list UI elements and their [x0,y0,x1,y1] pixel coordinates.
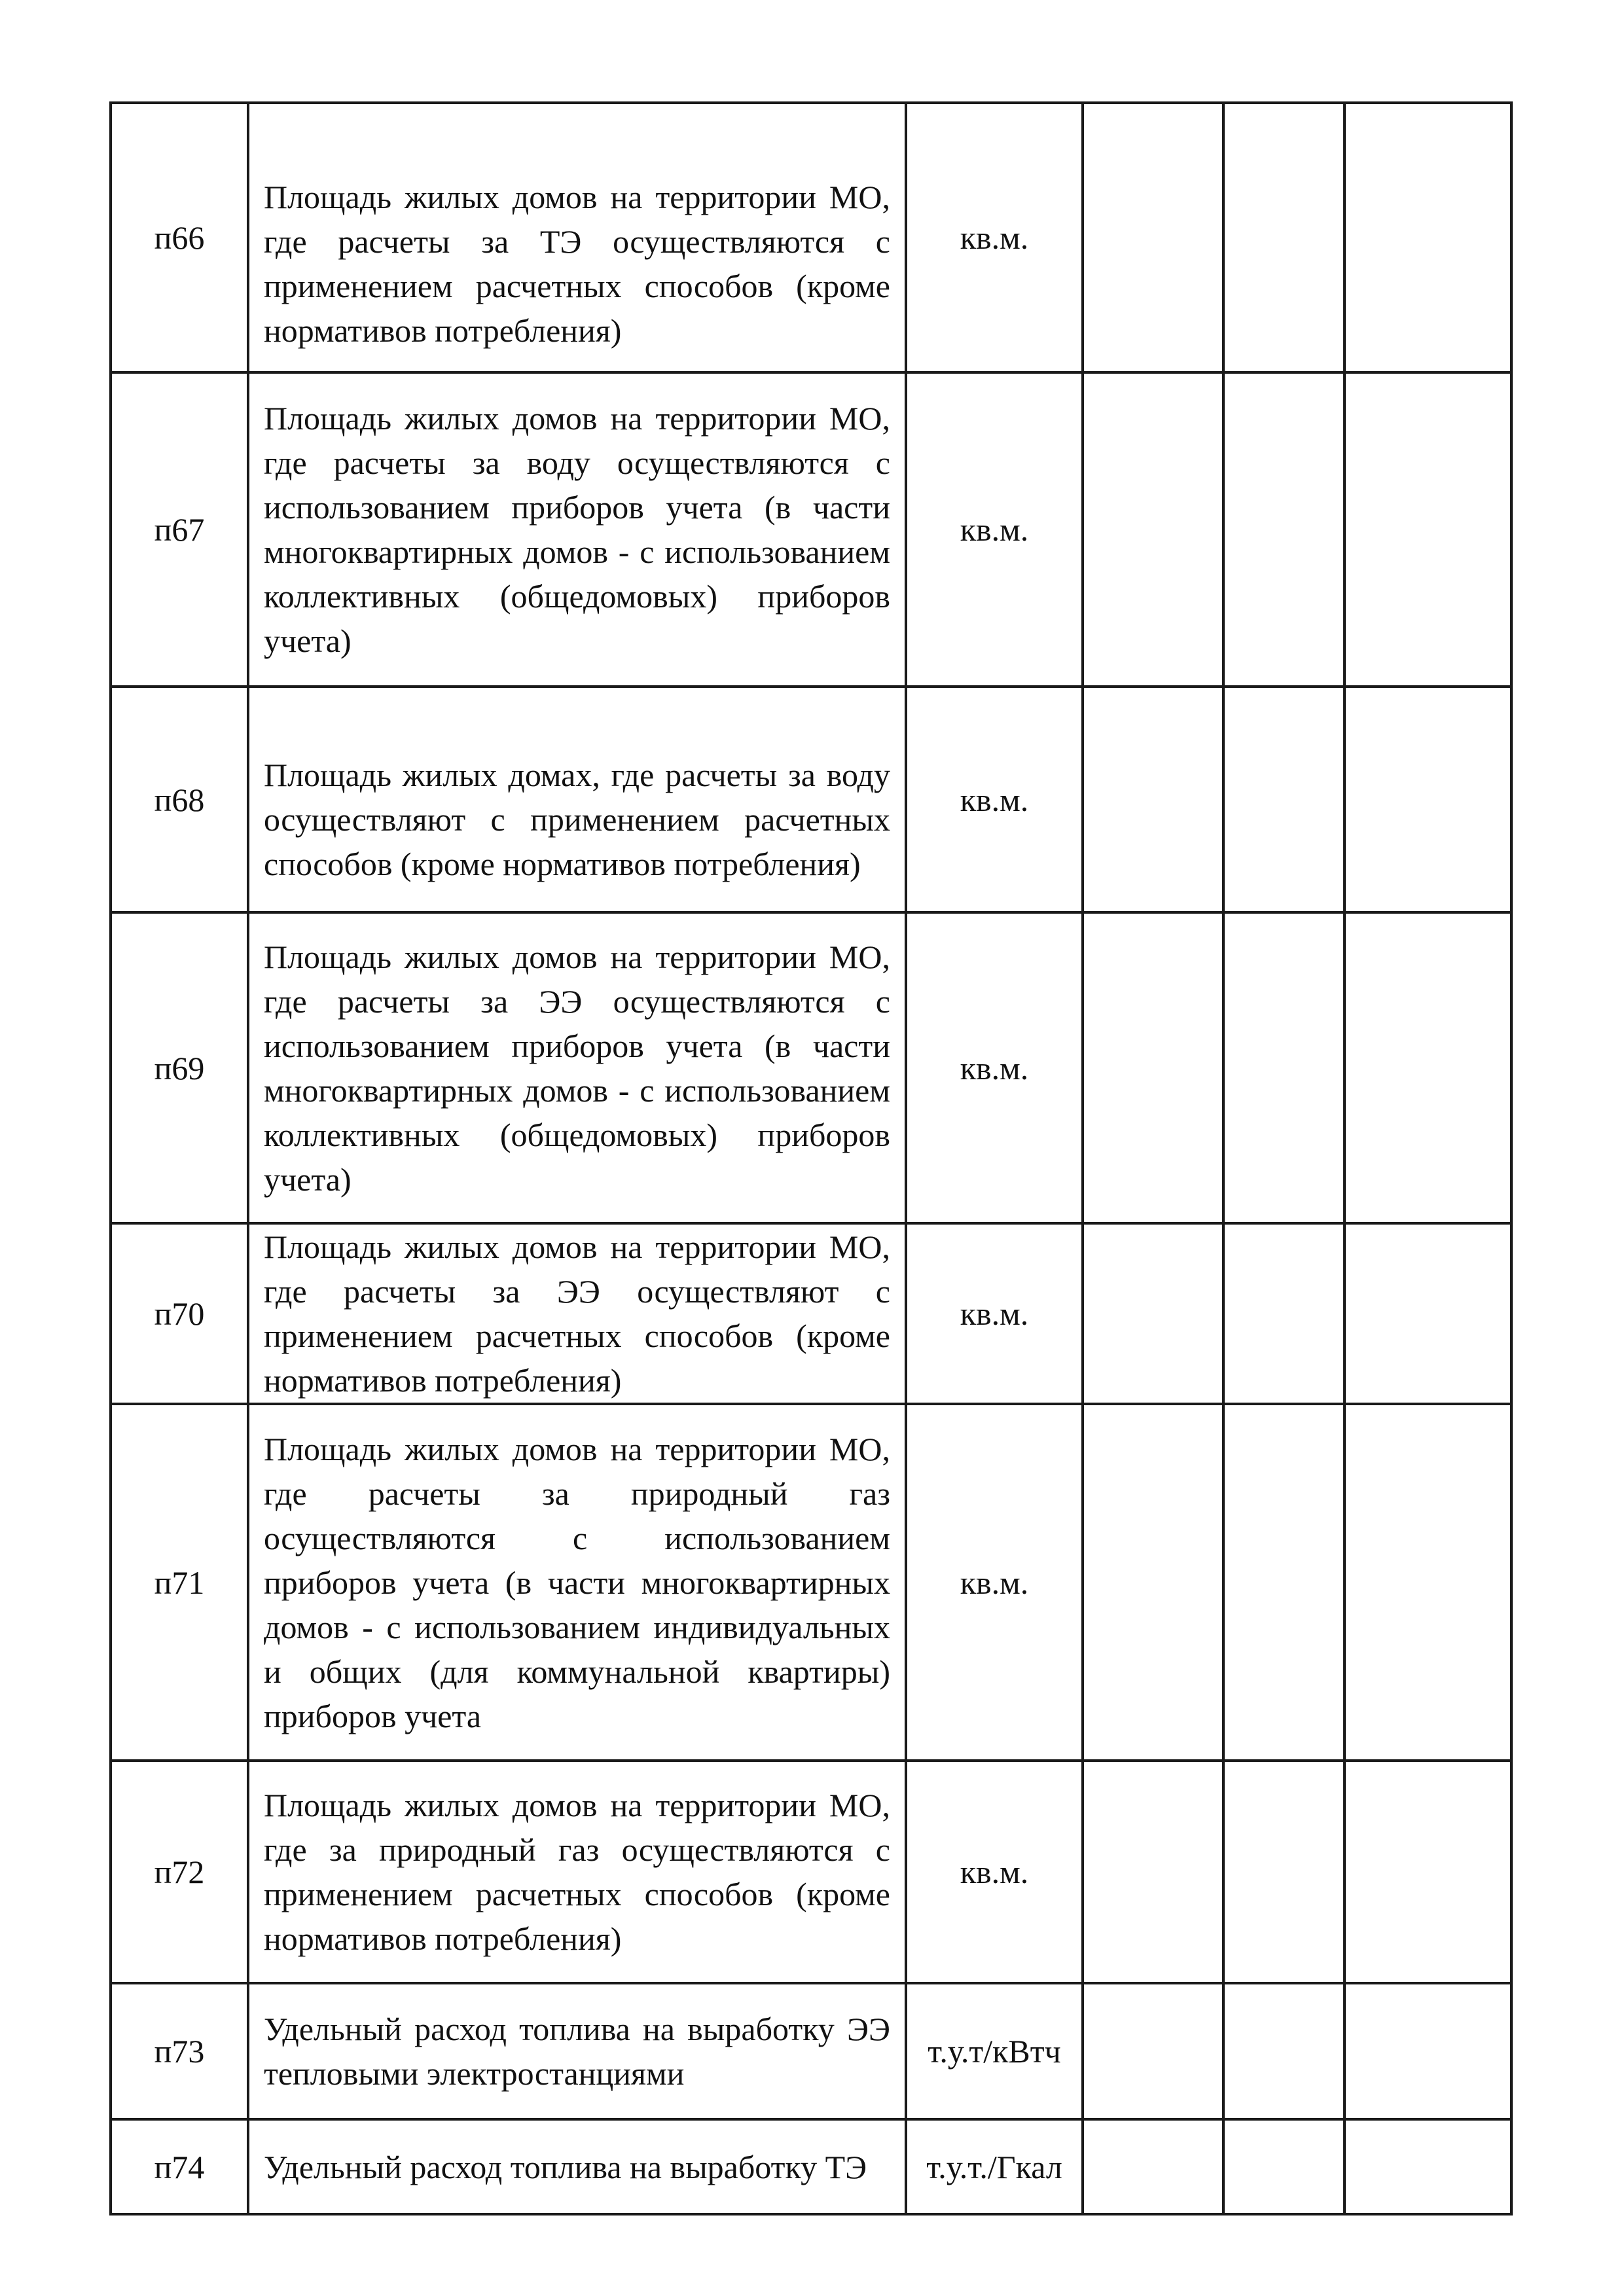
row-code: п72 [111,1761,248,1983]
row-unit: кв.м. [906,1761,1083,1983]
row-description: Площадь жилых домов на территории МО, где расчеты за воду осуществляются с использованием приборов учета (в части многоквартирных домов - с использованием коллективных (общедомовых) приборов учета) [248,372,906,687]
row-unit: т.у.т/кВтч [906,1983,1083,2119]
value-cell [1223,1404,1344,1761]
table-row [111,1761,1511,1983]
row-description: Площадь жилых домов на территории МО, где расчеты за ЭЭ осуществляются с использованием приборов учета (в части многоквартирных домов - с использованием коллективных (общедомовых) приборов учета) [248,912,906,1223]
row-description: Площадь жилых домов на территории МО, где за природный газ осуществляются с применением расчетных способов (кроме нормативов потребления) [248,1761,906,1983]
value-cell [1083,1761,1223,1983]
value-cell [1344,1761,1511,1983]
value-cell [1344,2119,1511,2214]
value-cell [1223,1223,1344,1404]
row-code: п68 [111,687,248,912]
row-code: п66 [111,103,248,372]
value-cell [1223,912,1344,1223]
table-row [111,1223,1511,1404]
value-cell [1083,1404,1223,1761]
value-cell [1344,1223,1511,1404]
row-description: Площадь жилых домов на территории МО, где расчеты за ЭЭ осуществляют с применением расчетных способов (кроме нормативов потребления) [248,1223,906,1404]
row-description: Площадь жилых домах, где расчеты за воду осуществляют с применением расчетных способов (кроме нормативов потребления) [248,687,906,912]
row-unit: кв.м. [906,372,1083,687]
table-row [111,372,1511,687]
row-unit: кв.м. [906,912,1083,1223]
value-cell [1083,103,1223,372]
value-cell [1223,2119,1344,2214]
value-cell [1223,687,1344,912]
indicator-table [109,101,1513,2215]
value-cell [1223,372,1344,687]
table-row [111,2119,1511,2214]
row-code: п70 [111,1223,248,1404]
table-row [111,912,1511,1223]
value-cell [1344,1983,1511,2119]
value-cell [1344,103,1511,372]
value-cell [1083,1983,1223,2119]
table-row [111,687,1511,912]
row-code: п74 [111,2119,248,2214]
value-cell [1344,1404,1511,1761]
value-cell [1344,912,1511,1223]
value-cell [1083,912,1223,1223]
table-row [111,103,1511,372]
row-code: п71 [111,1404,248,1761]
value-cell [1083,1223,1223,1404]
table-row [111,1983,1511,2119]
row-description: Площадь жилых домов на территории МО, где расчеты за природный газ осуществляются с использованием приборов учета (в части многоквартирных домов - с использованием индивидуальных и общих (для коммунальной квартиры) приборов учета [248,1404,906,1761]
value-cell [1223,1983,1344,2119]
value-cell [1083,687,1223,912]
value-cell [1344,372,1511,687]
row-description: Удельный расход топлива на выработку ЭЭ тепловыми электростанциями [248,1983,906,2119]
row-unit: кв.м. [906,1404,1083,1761]
row-description: Удельный расход топлива на выработку ТЭ [248,2119,906,2214]
value-cell [1344,687,1511,912]
row-code: п67 [111,372,248,687]
row-unit: кв.м. [906,687,1083,912]
row-description: Площадь жилых домов на территории МО, где расчеты за ТЭ осуществляются с применением расчетных способов (кроме нормативов потребления) [248,103,906,372]
row-code: п73 [111,1983,248,2119]
row-code: п69 [111,912,248,1223]
row-unit: т.у.т./Гкал [906,2119,1083,2214]
value-cell [1083,2119,1223,2214]
value-cell [1223,103,1344,372]
table-row [111,1404,1511,1761]
row-unit: кв.м. [906,1223,1083,1404]
value-cell [1223,1761,1344,1983]
value-cell [1083,372,1223,687]
row-unit: кв.м. [906,103,1083,372]
